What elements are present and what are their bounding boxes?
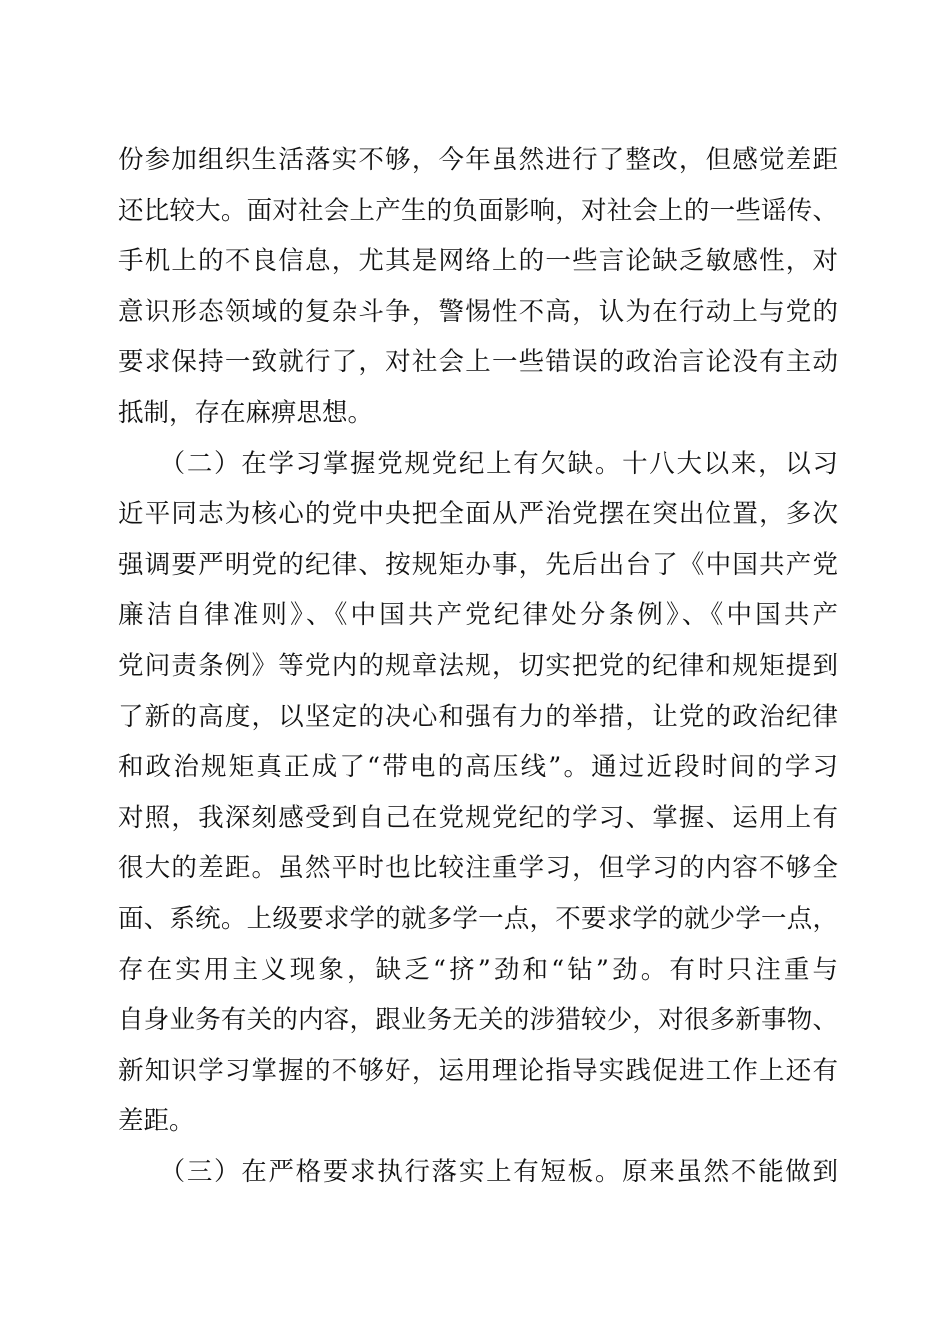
text-line: 面、系统。上级要求学的就多学一点，不要求学的就少学一点， <box>118 903 838 934</box>
text-line: 还比较大。面对社会上产生的负面影响，对社会上的一些谣传、 <box>118 195 838 226</box>
text-line: 廉洁自律准则》、《中国共产党纪律处分条例》、《中国共产 <box>118 600 838 631</box>
text-line: 要求保持一致就行了，对社会上一些错误的政治言论没有主动 <box>118 347 838 378</box>
text-line: 对照，我深刻感受到自己在党规党纪的学习、掌握、运用上有 <box>118 802 838 833</box>
text-line: 手机上的不良信息，尤其是网络上的一些言论缺乏敏感性，对 <box>118 246 838 277</box>
text-line: 存在实用主义现象，缺乏“挤”劲和“钻”劲。有时只注重与 <box>118 954 838 985</box>
text-line: （三）在严格要求执行落实上有短板。原来虽然不能做到 <box>118 1156 838 1187</box>
text-line: 差距。 <box>118 1106 195 1137</box>
text-line: 近平同志为核心的党中央把全面从严治党摆在突出位置，多次 <box>118 499 838 530</box>
text-line: 新知识学习掌握的不够好，运用理论指导实践促进工作上还有 <box>118 1055 838 1086</box>
document-body <box>118 135 838 1197</box>
text-line: 和政治规矩真正成了“带电的高压线”。通过近段时间的学习 <box>118 752 838 783</box>
text-line: 强调要严明党的纪律、按规矩办事，先后出台了《中国共产党 <box>118 549 838 580</box>
text-line: 抵制，存在麻痹思想。 <box>118 397 374 428</box>
text-line: 意识形态领域的复杂斗争，警惕性不高，认为在行动上与党的 <box>118 296 838 327</box>
text-line: 自身业务有关的内容，跟业务无关的涉猎较少，对很多新事物、 <box>118 1005 838 1036</box>
text-line: 党问责条例》等党内的规章法规，切实把党的纪律和规矩提到 <box>118 650 838 681</box>
text-line: 了新的高度，以坚定的决心和强有力的举措，让党的政治纪律 <box>118 701 838 732</box>
text-line: 份参加组织生活落实不够，今年虽然进行了整改，但感觉差距 <box>118 145 838 175</box>
text-line: （二）在学习掌握党规党纪上有欠缺。十八大以来，以习 <box>118 448 838 479</box>
text-line: 很大的差距。虽然平时也比较注重学习，但学习的内容不够全 <box>118 853 838 884</box>
